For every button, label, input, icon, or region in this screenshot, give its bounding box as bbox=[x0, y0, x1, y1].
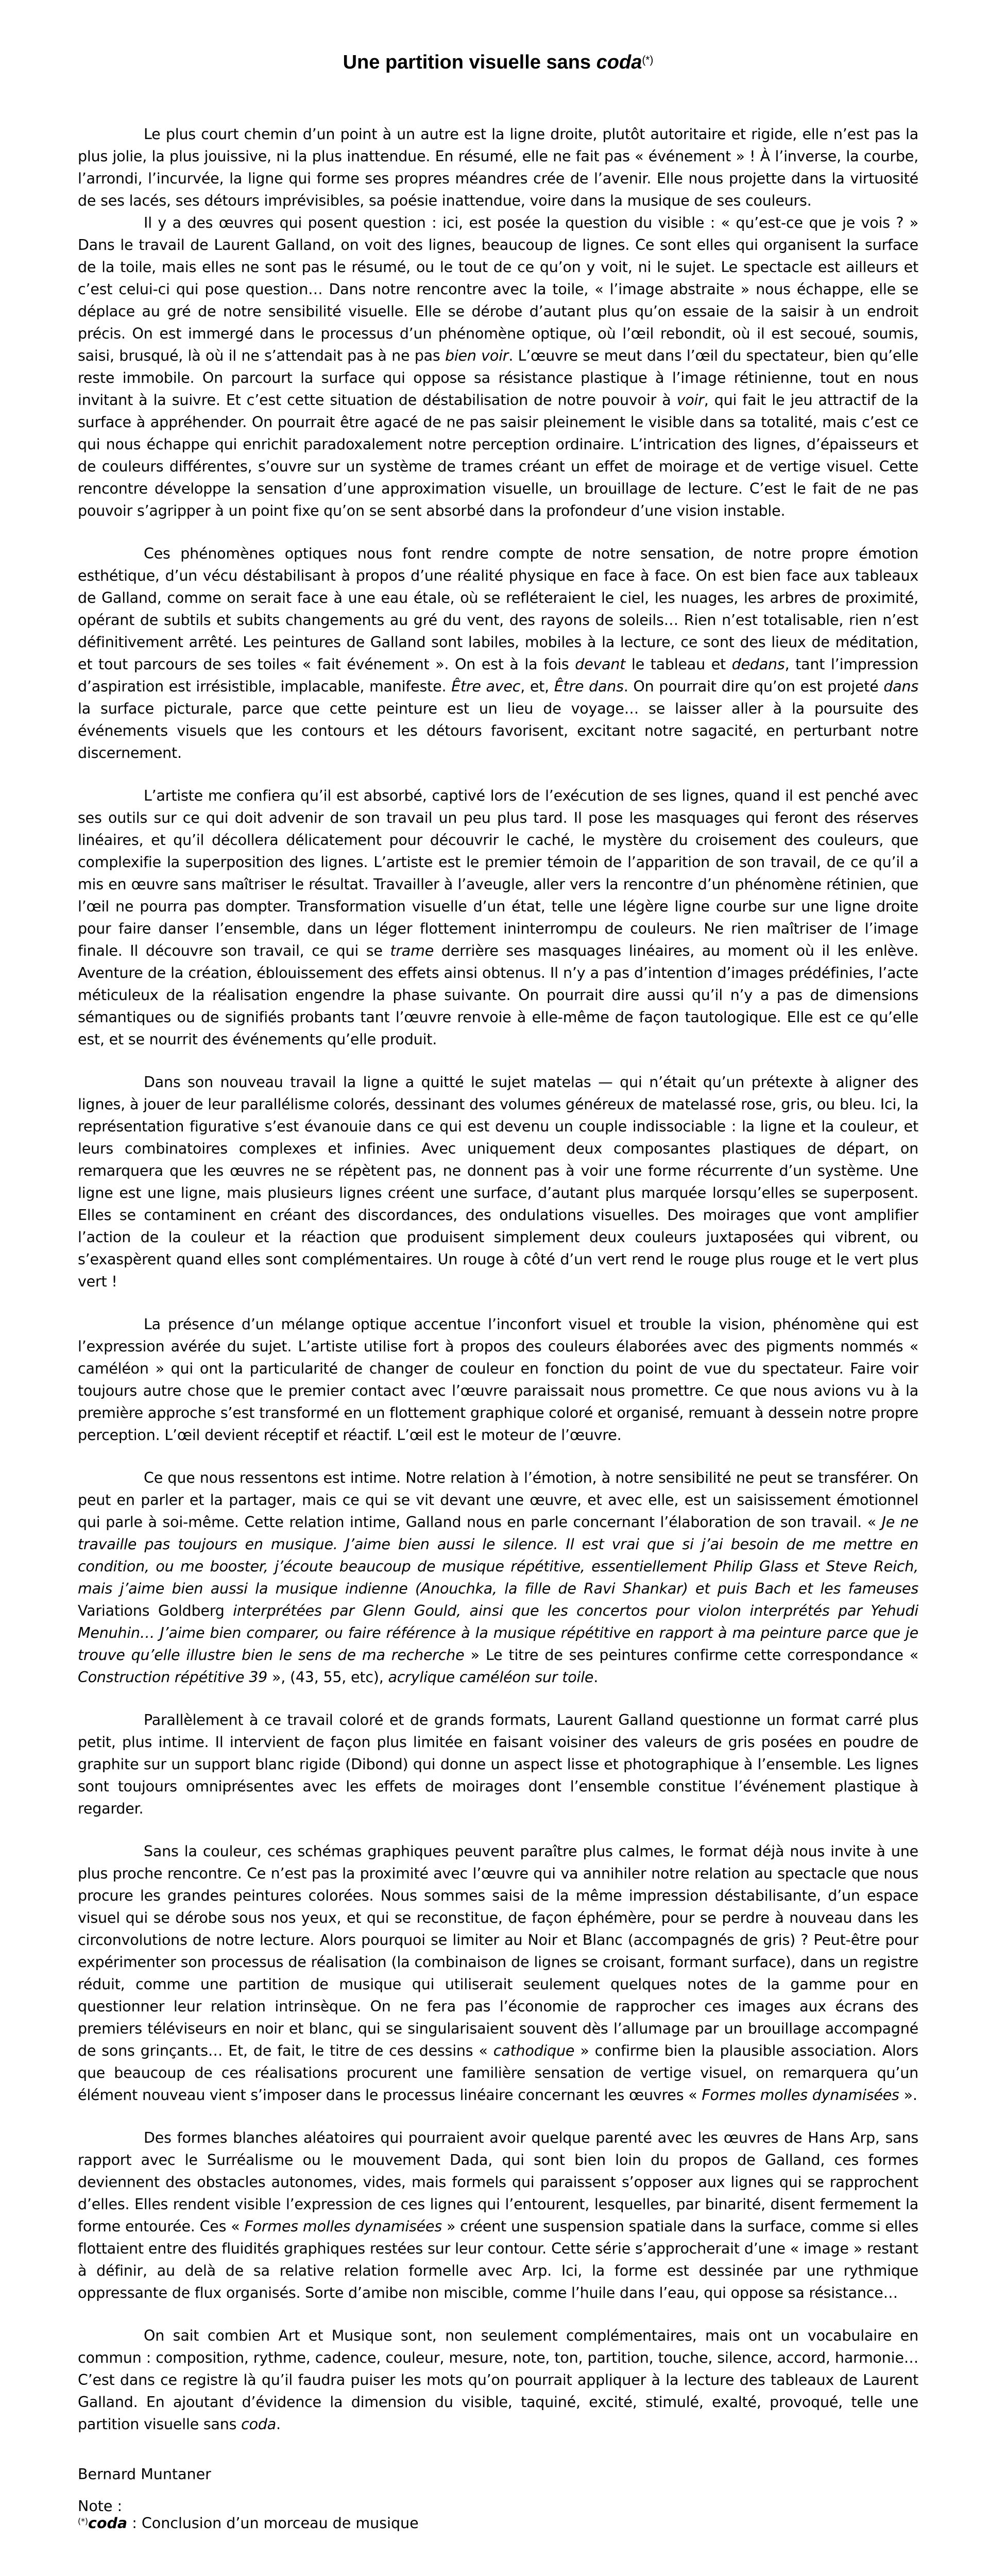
text-run: Le plus court chemin d’un point à un autre est la ligne droite, plutôt autoritaire et rigide, elle n’est pas la plus jolie, la plus jouissive, ni la plus inattendue. En résumé, elle ne fait pas « événement » ! À l’inverse, la courbe, l’arrondi, l’incurvée, la ligne qui forme ses propres méandres crée de l’avenir. Elle nous projette dans la virtuosité de ses lacés, ses détours imprévisibles, sa poésie inattendue, voire dans la musique de ses couleurs. bbox=[78, 126, 918, 209]
text-run: L’artiste me confiera qu’il est absorbé, captivé lors de l’exécution de ses lignes, quand il est penché avec ses outils sur ce qui doit advenir de son travail un peu plus tard. Il pose les masquages qui feront des réserves linéaires, et qu’il décollera délicatement pour découvrir le caché, le mystère du croisement des couleurs, que complexifie la superposition des lignes. L’artiste est le premier témoin de l’apparition de son travail, de ce qu’il a mis en œuvre sans maîtriser le résultat. Travailler à l’aveugle, aller vers la rencontre d’un phénomène rétinien, que l’œil ne pourra pas dompter. Transformation visuelle d’un état, telle une légère ligne courbe sur une ligne droite pour faire danser l’ensemble, dans un léger flottement ininterrompu de couleurs. Ne rien maîtriser de l’image finale. Il découvre son travail, ce qui se bbox=[78, 787, 918, 959]
paragraph bbox=[78, 1709, 918, 1820]
italic-text: Être avec bbox=[451, 678, 521, 695]
paragraph bbox=[78, 2127, 918, 2304]
italic-text: devant bbox=[575, 656, 626, 673]
text-run: , et, bbox=[520, 678, 554, 695]
text-run: la surface picturale, parce que cette peinture est un lieu de voyage… se laisser aller à la poursuite des événements visuels que les contours et les détours favorisent, excitant notre sagacité, en perturbant notre discernement. bbox=[78, 700, 918, 761]
text-run: Sans la couleur, ces schémas graphiques peuvent paraître plus calmes, le format déjà nous invite à une plus proche rencontre. Ce n’est pas la proximité avec l’œuvre qui va annihiler notre relation au spectacle que nous procure les grandes peintures colorées. Nous sommes saisi de la même impression déstabilisante, d’un espace visuel qui se dérobe sous nos yeux, et qui se reconstitue, de façon éphémère, pour se perdre à nouveau dans les circonvolutions de notre lecture. Alors pourquoi se limiter au Noir et Blanc (accompagnés de gris) ? Peut-être pour expérimenter son processus de réalisation (la combinaison de lignes se croisant, formant surface), dans un registre réduit, comme une partition de musique qui utiliserait seulement quelques notes de la gamme pour en questionner leur relation intrinsèque. On ne fera pas l’économie de rapprocher ces images aux écrans des premiers téléviseurs en noir et blanc, qui se singularisaient souvent dès l’allumage par un brouillage accompagné de sons grinçants… Et, de fait, le titre de ces dessins « bbox=[78, 1843, 918, 2059]
italic-text: interprétées par Glenn Gould, ainsi que les concertos pour violon interprétés par Yehudi Menuhin… J’aime bien comparer, ou faire référence à la musique répétitive en rapport à ma peinture parce que je trouve qu’elle illustre bien le sens de ma recherche bbox=[78, 1602, 918, 1664]
paragraph bbox=[78, 2325, 918, 2435]
paragraph bbox=[78, 785, 918, 1050]
paragraph bbox=[78, 543, 918, 764]
text-run: . L’œuvre se meut dans l’œil du spectateur, bien qu’elle reste immobile. On parcourt la surface qui oppose sa résistance plastique à l’image rétinienne, tout en nous invitant à la suivre. Et c’est cette situation de déstabilisation de notre pouvoir à bbox=[78, 347, 918, 409]
italic-text: coda bbox=[241, 2416, 277, 2433]
italic-text: trame bbox=[390, 942, 434, 959]
italic-text: Formes molles dynamisées bbox=[702, 2087, 899, 2104]
italic-text: Construction répétitive 39 bbox=[78, 1669, 268, 1686]
text-run: , qui fait le jeu attractif de la surface à appréhender. On pourrait être agacé de ne pas saisir pleinement le visible dans sa totalité, mais c’est ce qui nous échappe qui enrichit paradoxalement notre perception ordinaire. L’intrication des lignes, d’épaisseurs et de couleurs différentes, s’ouvre sur un système de trames créant un effet de moirage et de vertige visuel. Cette rencontre développe la sensation d’une approximation visuelle, un brouillage de lecture. C’est le fait de ne pas pouvoir s’agripper à un point fixe qu’on se sent absorbé dans la profondeur d’une vision instable. bbox=[78, 392, 918, 519]
footnote-marker: (*) bbox=[642, 54, 654, 66]
text-run: » Le titre de ses peintures confirme cette correspondance « bbox=[464, 1647, 919, 1664]
text-run: » créent une suspension spatiale dans la surface, comme si elles flottaient entre des fluidités graphiques restées sur leur contour. Cette série s’approcherait d’une « image » restant à définir, au delà de sa relative relation formelle avec Arp. Ici, la forme est dessinée par une rythmique oppressante de flux organisés. Sorte d’amibe non miscible, comme l’huile dans l’eau, qui oppose sa résistance… bbox=[78, 2218, 918, 2301]
text-run: Ces phénomènes optiques nous font rendre compte de notre sensation, de notre propre émotion esthétique, d’un vécu déstabilisant à propos d’une réalité physique en face à face. On est bien face aux tableaux de Galland, comme on serait face à une eau étale, où se refléteraient le ciel, les nuages, les arbres de proximité, opérant de subtils et subits changements au gré du vent, des rayons de soleils… Rien n’est totalisable, rien n’est définitivement arrêté. Les peintures de Galland sont labiles, mobiles à la lecture, ce sont des lieux de méditation, et tout parcours de ses toiles « fait événement ». On est à la fois bbox=[78, 545, 918, 673]
italic-text: bien voir bbox=[445, 347, 509, 364]
italic-text: cathodique bbox=[493, 2042, 575, 2059]
signature: Bernard Muntaner bbox=[78, 2466, 211, 2483]
text-run: Il y a des œuvres qui posent question : ici, est posée la question du visible : « qu’est-ce que je vois ? » Dans le travail de Laurent Galland, on voit des lignes, beaucoup de lignes. Ce sont elles qui organisent la surface de la toile, mais elles ne sont pas le résumé, ou le tout de ce qu’on y voit, ni le sujet. Le spectacle est ailleurs et c’est celui-ci qui pose question… Dans notre rencontre avec la toile, « l’image abstraite » nous échappe, elle se déplace au gré de notre sensibilité visuelle. Elle se dérobe d’autant plus qu’on essaie de la saisir à un endroit précis. On est immergé dans le processus d’un phénomène optique, où l’œil rebondit, où il est secoué, soumis, saisi, brusqué, là où il ne s’attendait pas à ne pas bbox=[78, 214, 918, 364]
text-run: le tableau et bbox=[625, 656, 732, 673]
italic-text: dedans bbox=[731, 656, 785, 673]
italic-text: Formes molles dynamisées bbox=[244, 2218, 442, 2235]
footnote-definition: : Conclusion d’un morceau de musique bbox=[127, 2515, 419, 2532]
italic-text: Être dans bbox=[554, 678, 624, 695]
text-run: Ce que nous ressentons est intime. Notre relation à l’émotion, à notre sensibilité ne peut se transférer. On peut en parler et la partager, mais ce qui se vit devant une œuvre, et avec elle, est un saisissement émotionnel qui parle à soi-même. Cette relation intime, Galland nous en parle concernant l’élaboration de son travail. « bbox=[78, 1469, 918, 1531]
text-run: La présence d’un mélange optique accentue l’inconfort visuel et trouble la vision, phénomène qui est l’expression avérée du sujet. L’artiste utilise fort à propos des couleurs élaborées avec des pigments nommés « caméléon » qui ont la particularité de changer de couleur en fonction du point de vue du spectateur. Faire voir toujours autre chose que le premier contact avec l’œuvre paraissait nous promettre. Ce que nous avions vu à la première approche s’est transformé en un flottement graphique coloré et organisé, remuant à dessein notre propre perception. L’œil devient réceptif et réactif. L’œil est le moteur de l’œuvre. bbox=[78, 1316, 918, 1444]
italic-text: voir bbox=[676, 392, 704, 409]
title-text: Une partition visuelle sans bbox=[343, 52, 596, 73]
italic-text: dans bbox=[883, 678, 919, 695]
text-run: », (43, 55, etc), bbox=[267, 1669, 388, 1686]
footnote-line-marker: (*) bbox=[78, 2516, 89, 2526]
italic-text: acrylique caméléon sur toile bbox=[388, 1669, 594, 1686]
paragraph bbox=[78, 212, 918, 522]
footnote-term: coda bbox=[88, 2515, 128, 2532]
text-run: . On pourrait dire qu’on est projeté bbox=[623, 678, 884, 695]
text-run: Des formes blanches aléatoires qui pourraient avoir quelque parenté avec les œuvres de Hans Arp, sans rapport avec le Surréalisme ou le mouvement Dada, qui sont bien loin du propos de Galland, ces formes deviennent des obstacles autonomes, vides, mais formels qui paraissent s’opposer aux lignes qui se rapprochent d’elles. Elles rendent visible l’expression de ces lignes qui l’entourent, lesquelles, par binarité, disent fermement la forme entourée. Ces « bbox=[78, 2129, 918, 2235]
italic-text: Je ne travaille pas toujours en musique. J’aime bien aussi le silence. Il est vrai que si j’ai besoin de me mettre en condition, ou me booster, j’écoute beaucoup de musique répétitive, essentiellement Philip Glass et Steve Reich, mais j’aime bien aussi la musique indienne (Anouchka, la fille de Ravi Shankar) et puis Bach et les fameuses bbox=[78, 1514, 918, 1597]
note-label: Note : bbox=[78, 2498, 123, 2515]
footnote-line bbox=[78, 2515, 918, 2532]
text-run: » confirme bien la plausible association. Alors que beaucoup de ces réalisations procurent une familière sensation de vertige visuel, on remarquera qu’un élément nouveau vient s’imposer dans le processus linéaire concernant les œuvres « bbox=[78, 2042, 918, 2104]
text-run: ». bbox=[899, 2087, 917, 2104]
title-coda: coda bbox=[596, 52, 642, 73]
page-title bbox=[78, 49, 918, 75]
article-body bbox=[78, 123, 918, 2435]
text-run: , tant l’impression d’aspiration est irrésistible, implacable, manifeste. bbox=[78, 656, 918, 695]
paragraph bbox=[78, 1840, 918, 2106]
text-run: Variations Goldberg bbox=[78, 1602, 233, 1619]
text-run: . bbox=[276, 2416, 281, 2433]
paragraph bbox=[78, 123, 918, 212]
text-run: . bbox=[593, 1669, 599, 1686]
paragraph bbox=[78, 1313, 918, 1446]
paragraph bbox=[78, 1071, 918, 1293]
paragraph bbox=[78, 1467, 918, 1688]
text-run: derrière ses masquages linéaires, au moment où il les enlève. Aventure de la création, éblouissement des effets ainsi obtenus. Il n’y a pas d’intention d’images prédéfinies, l’acte méticuleux de la réalisation engendre la phase suivante. On pourrait dire aussi qu’il n’y a pas de dimensions sémantiques ou de signifiés probants tant l’œuvre renvoie à elle-même de façon tautologique. Elle est ce qu’elle est, et se nourrit des événements qu’elle produit. bbox=[78, 942, 918, 1048]
footnote bbox=[78, 2498, 918, 2532]
text-run: Dans son nouveau travail la ligne a quitté le sujet matelas — qui n’était qu’un prétexte à aligner des lignes, à jouer de leur parallélisme colorés, dessinant des volumes généreux de matelassé rose, gris, ou bleu. Ici, la représentation figurative s’est évanouie dans ce qui est devenu un couple indissociable : la ligne et la couleur, et leurs combinatoires complexes et infinies. Avec uniquement deux composantes plastiques de départ, on remarquera que les œuvres ne se répètent pas, ne donnent pas à voir une forme récurrente d’un système. Une ligne est une ligne, mais plusieurs lignes créent une surface, d’autant plus marquée lorsqu’elles se superposent. Elles se contaminent en créant des discordances, des ondulations visuelles. Des moirages que vont amplifier l’action de la couleur et la réaction que produisent simplement deux couleurs juxtaposées qui vibrent, ou s’exaspèrent quand elles sont complémentaires. Un rouge à côté d’un vert rend le rouge plus rouge et le vert plus vert ! bbox=[78, 1074, 918, 1290]
text-run: Parallèlement à ce travail coloré et de grands formats, Laurent Galland questionne un format carré plus petit, plus intime. Il intervient de façon plus limitée en faisant voisiner des valeurs de gris posées en poudre de graphite sur un support blanc rigide (Dibond) qui donne un aspect lisse et photographique à l’ensemble. Les lignes sont toujours omniprésentes avec les effets de moirages dont l’ensemble constitue l’événement plastique à regarder. bbox=[78, 1711, 918, 1817]
text-run: On sait combien Art et Musique sont, non seulement complémentaires, mais ont un vocabulaire en commun : composition, rythme, cadence, couleur, mesure, note, ton, partition, touche, silence, accord, harmonie… C’est dans ce registre là qu’il faudra puiser les mots qu’on pourrait appliquer à la lecture des tableaux de Laurent Galland. En ajoutant d’évidence la dimension du visible, taquiné, excité, stimulé, exalté, provoqué, telle une partition visuelle sans bbox=[78, 2327, 918, 2433]
